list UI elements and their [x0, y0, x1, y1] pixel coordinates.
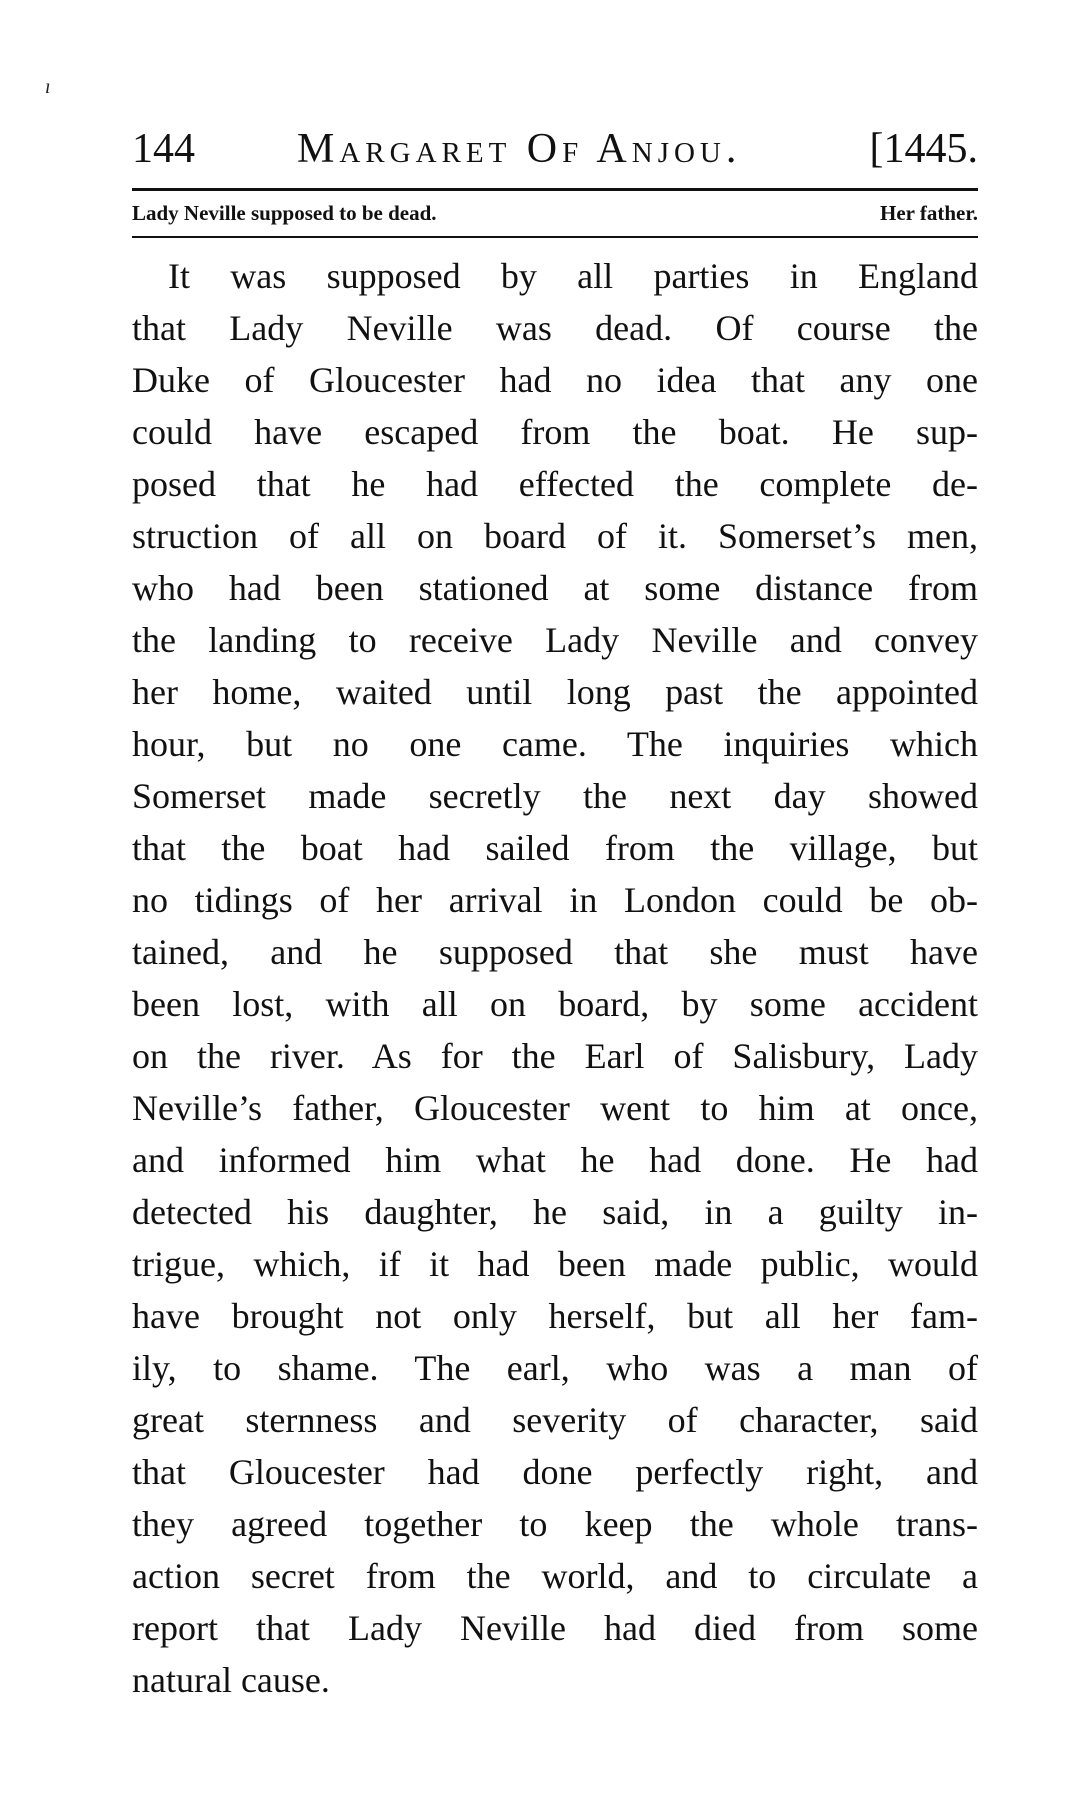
text-line: that Gloucester had done perfectly right, and — [132, 1452, 978, 1492]
text-line: could have escaped from the boat. He sup- — [132, 412, 978, 452]
side-notes — [132, 198, 978, 228]
page-number: 144 — [132, 126, 195, 172]
header-rule-bottom — [132, 236, 978, 238]
text-line: trigue, which, if it had been made public, would — [132, 1244, 978, 1284]
text-line: report that Lady Neville had died from some — [132, 1608, 978, 1648]
text-line: Neville’s father, Gloucester went to him at once, — [132, 1088, 978, 1128]
text-line: that Lady Neville was dead. Of course the — [132, 308, 978, 348]
stray-mark: ı — [45, 76, 51, 98]
text-line: no tidings of her arrival in London could be ob- — [132, 880, 978, 920]
year-marker: [1445. — [869, 126, 978, 172]
header-rule-top — [132, 188, 978, 191]
text-line: hour, but no one came. The inquiries which — [132, 724, 978, 764]
text-line: on the river. As for the Earl of Salisbury, Lady — [132, 1036, 978, 1076]
text-line: natural cause. — [132, 1660, 330, 1700]
text-line: they agreed together to keep the whole trans- — [132, 1504, 978, 1544]
text-line: been lost, with all on board, by some accident — [132, 984, 978, 1024]
text-line: struction of all on board of it. Somerset’s men, — [132, 516, 978, 556]
text-line: action secret from the world, and to circulate a — [132, 1556, 978, 1596]
text-line: have brought not only herself, but all her fam- — [132, 1296, 978, 1336]
text-line: great sternness and severity of character, said — [132, 1400, 978, 1440]
text-line: It was supposed by all parties in England — [168, 256, 978, 296]
text-line: posed that he had effected the complete de- — [132, 464, 978, 504]
text-line: and informed him what he had done. He had — [132, 1140, 978, 1180]
book-page — [132, 80, 978, 1780]
book-title: Margaret Of Anjou. — [297, 126, 742, 172]
side-note-left: Lady Neville supposed to be dead. — [132, 201, 437, 225]
text-line: the landing to receive Lady Neville and convey — [132, 620, 978, 660]
body-text — [132, 250, 978, 1706]
text-line: tained, and he supposed that she must have — [132, 932, 978, 972]
text-line: her home, waited until long past the appointed — [132, 672, 978, 712]
text-line: that the boat had sailed from the village, but — [132, 828, 978, 868]
text-line: ily, to shame. The earl, who was a man of — [132, 1348, 978, 1388]
text-line: Duke of Gloucester had no idea that any one — [132, 360, 978, 400]
text-line: detected his daughter, he said, in a guilty in- — [132, 1192, 978, 1232]
running-head — [132, 124, 978, 174]
side-note-right: Her father. — [880, 201, 978, 225]
text-line: who had been stationed at some distance from — [132, 568, 978, 608]
text-line: Somerset made secretly the next day showed — [132, 776, 978, 816]
